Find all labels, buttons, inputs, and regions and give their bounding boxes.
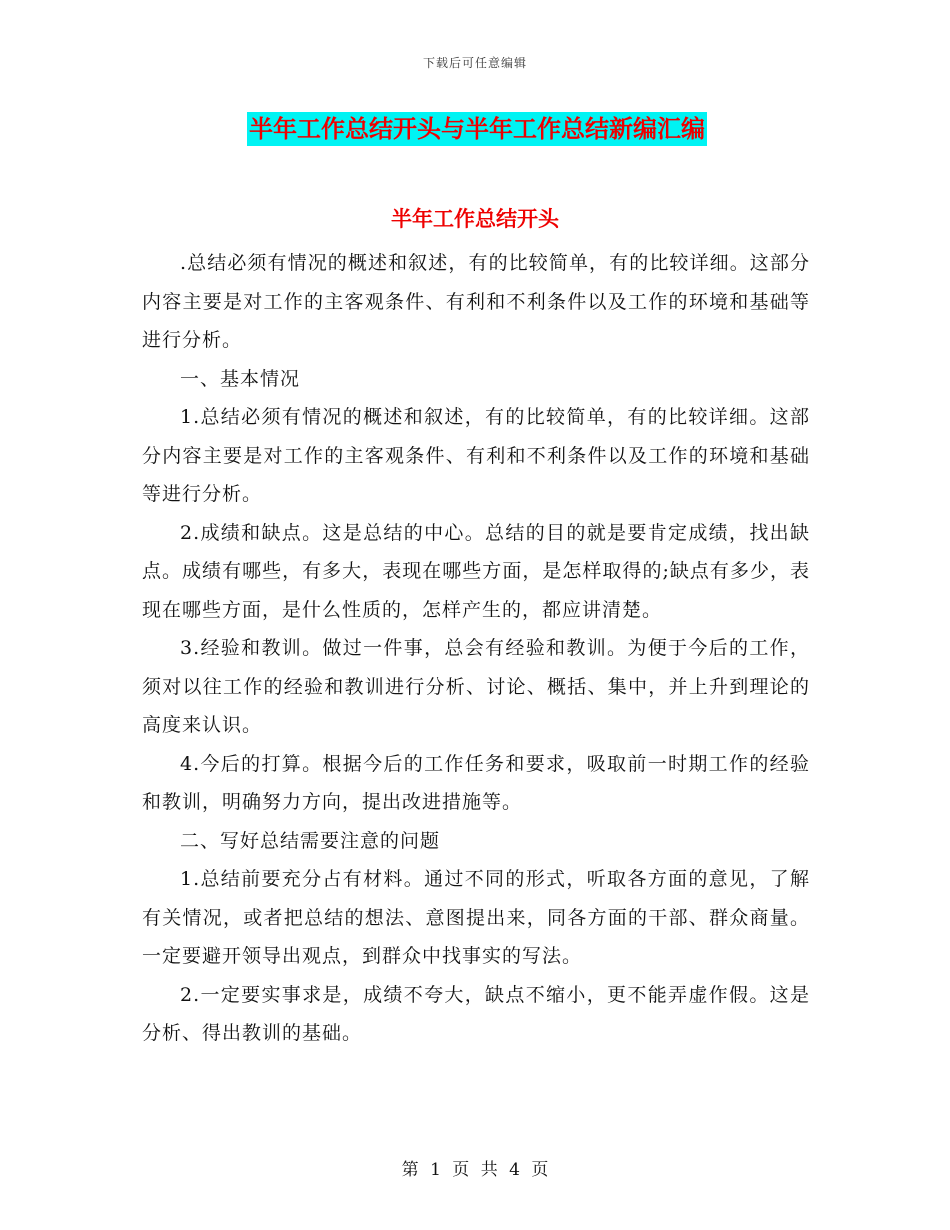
header-note: 下载后可任意编辑	[422, 56, 527, 70]
page-number-footer: 第 1 页 共 4 页	[401, 1160, 549, 1180]
paragraph-item-2: 2.成绩和缺点。这是总结的中心。总结的目的就是要肯定成绩，找出缺点。成绩有哪些，有多大，表现在哪些方面，是怎样取得的;缺点有多少，表现在哪些方面，是什么性质的，怎样产生的，都应讲清楚。	[142, 521, 810, 621]
paragraph-intro: .总结必须有情况的概述和叙述，有的比较简单，有的比较详细。这部分内容主要是对工作的主客观条件、有利和不利条件以及工作的环境和基础等进行分析。	[142, 252, 810, 351]
paragraph-note-1: 1.总结前要充分占有材料。通过不同的形式，听取各方面的意见，了解有关情况，或者把总结的想法、意图提出来，同各方面的干部、群众商量。一定要避开领导出观点，到群众中找事实的写法。	[142, 868, 810, 967]
paragraph-item-3: 3.经验和教训。做过一件事，总会有经验和教训。为便于今后的工作，须对以往工作的经验和教训进行分析、讨论、概括、集中，并上升到理论的高度来认识。	[142, 637, 810, 736]
document-title: 半年工作总结开头与半年工作总结新编汇编	[247, 112, 707, 146]
heading-basic-situation: 一、基本情况	[180, 367, 301, 390]
paragraph-note-2: 2.一定要实事求是，成绩不夸大，缺点不缩小，更不能弄虚作假。这是分析、得出教训的基础。	[142, 983, 810, 1044]
heading-writing-notes: 二、写好总结需要注意的问题	[180, 829, 441, 852]
paragraph-item-4: 4.今后的打算。根据今后的工作任务和要求，吸取前一时期工作的经验和教训，明确努力方向，提出改进措施等。	[142, 752, 810, 813]
document-body	[142, 244, 810, 1053]
section-title: 半年工作总结开头	[391, 207, 559, 231]
paragraph-item-1: 1.总结必须有情况的概述和叙述，有的比较简单，有的比较详细。这部分内容主要是对工作的主客观条件、有利和不利条件以及工作的环境和基础等进行分析。	[142, 406, 810, 505]
